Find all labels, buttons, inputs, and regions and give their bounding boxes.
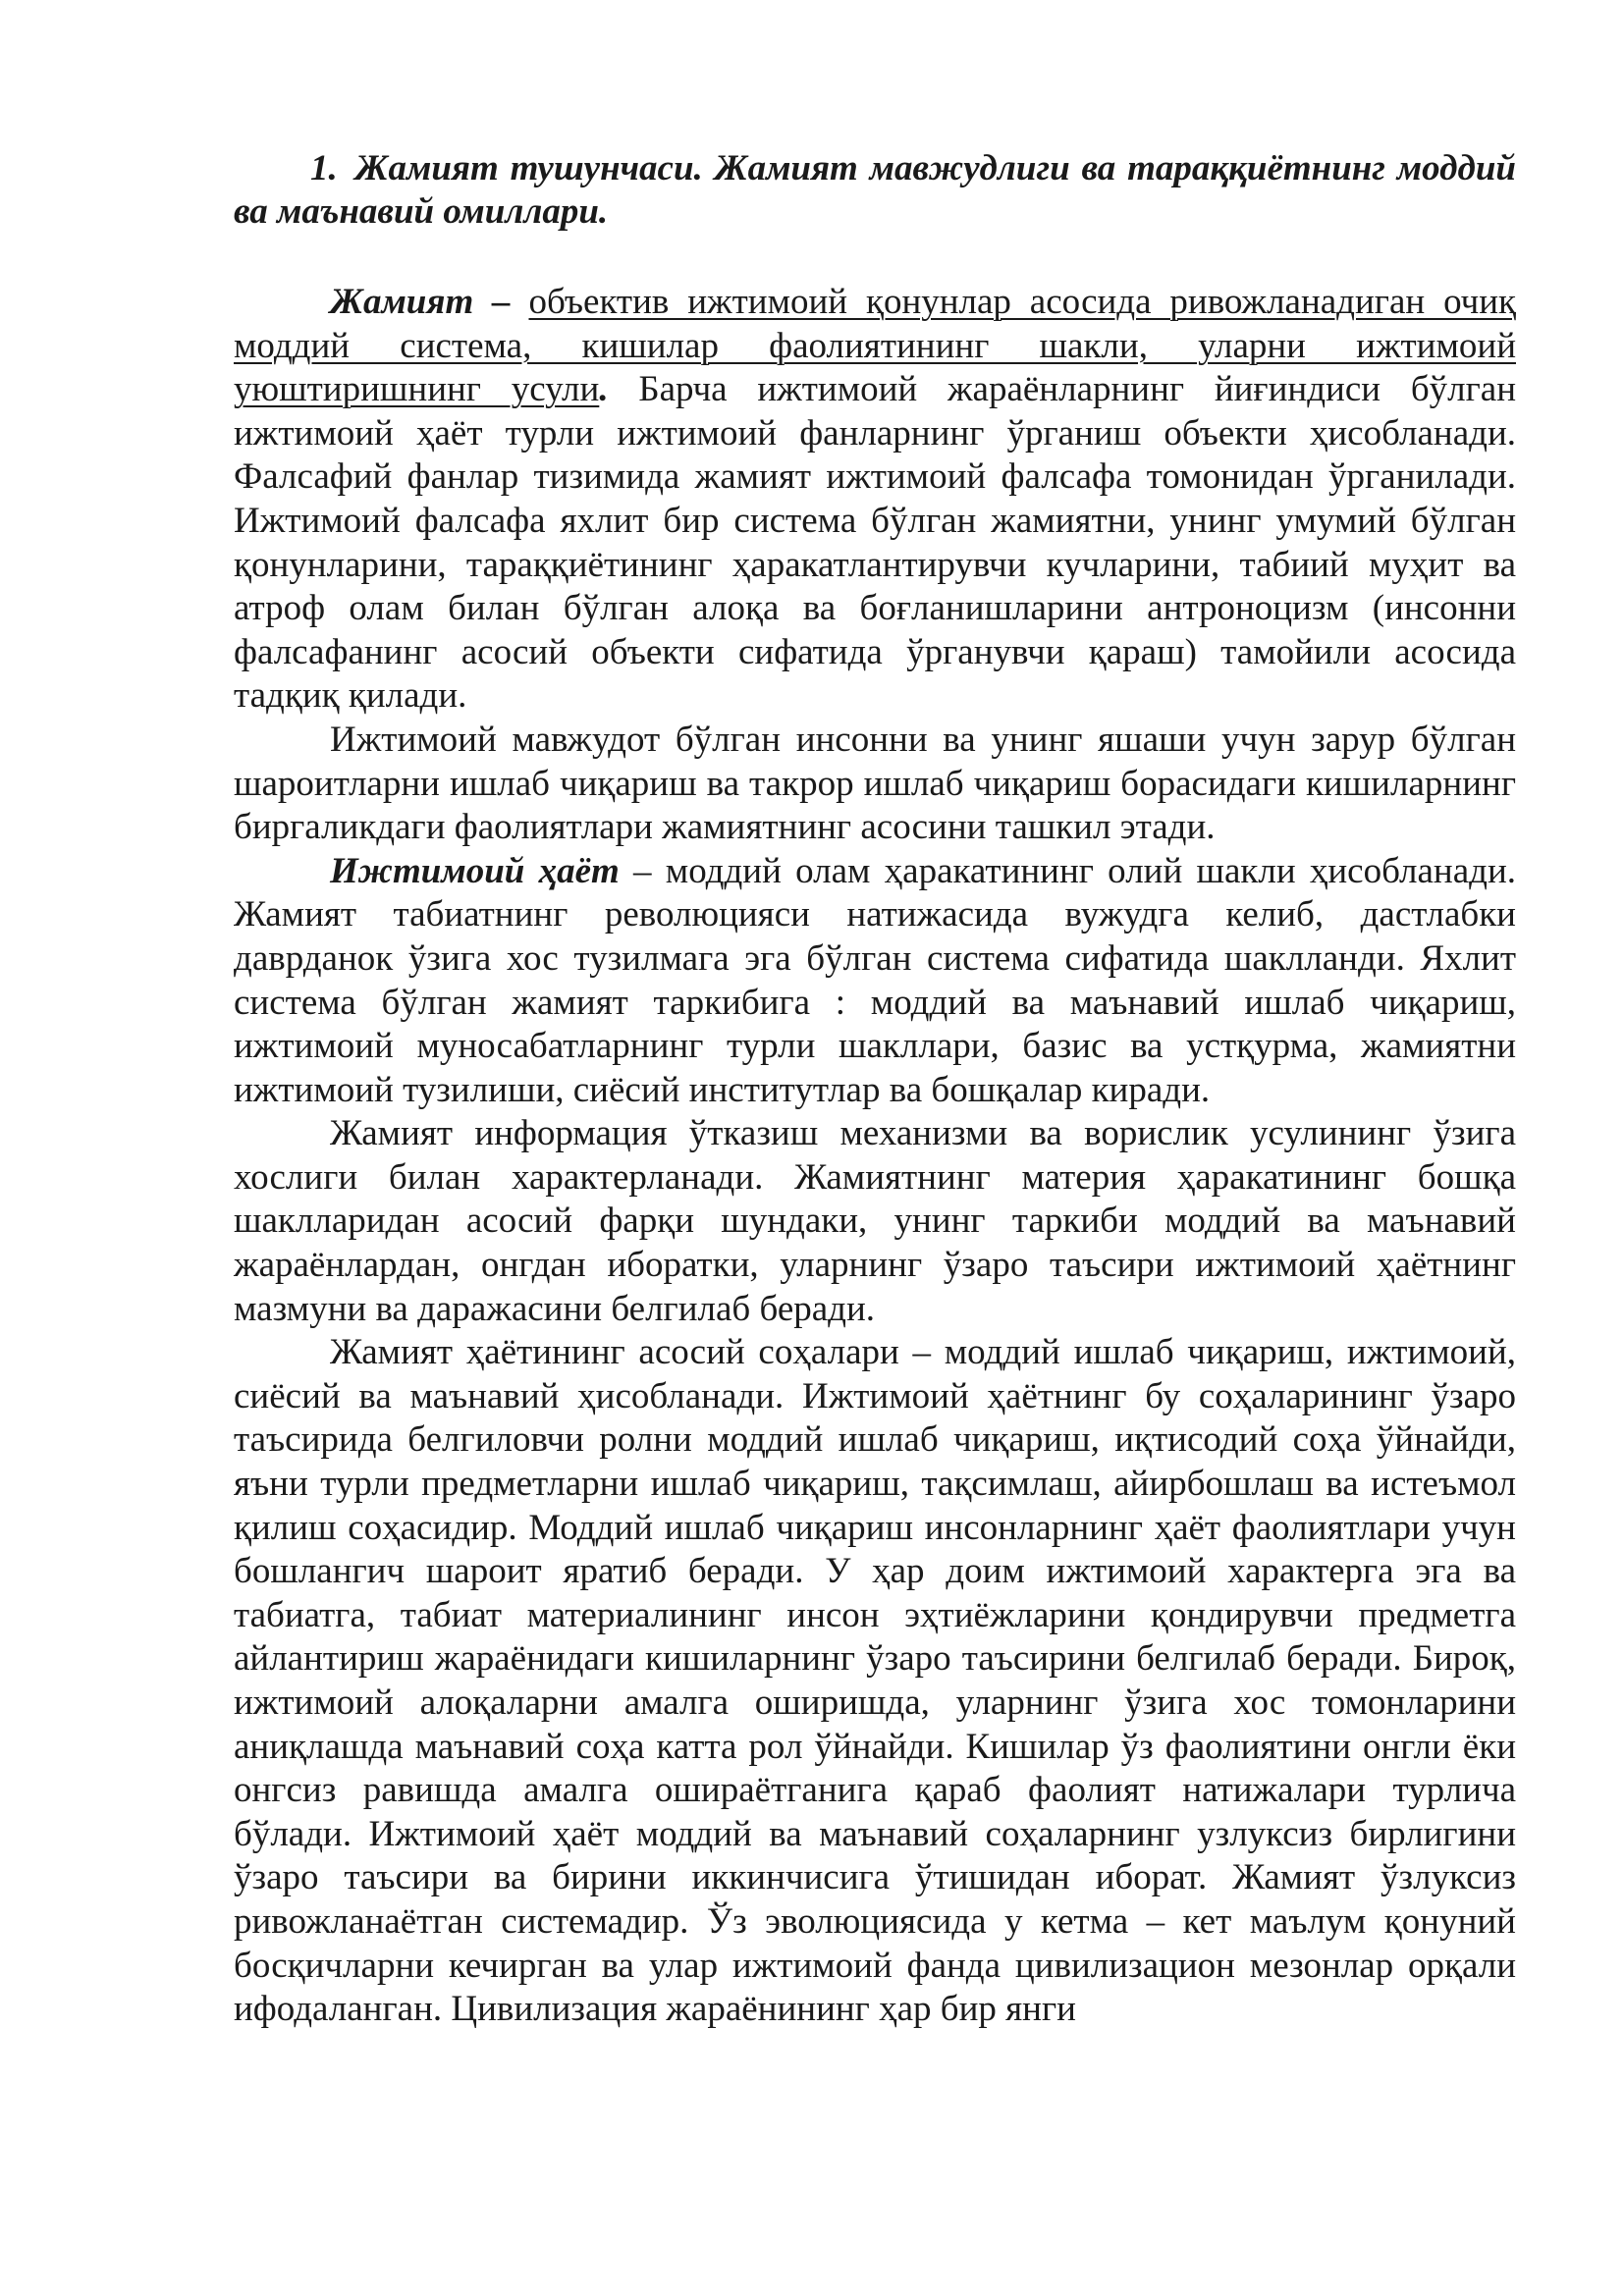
paragraph-text: – моддий олам ҳаракатининг олий шакли ҳисобланади. Жамият табиатнинг революцияси натижасида вужудга келиб, дастлабки даврданок ўзига хос тузилмага эга бўлган система сифатида шаклланди. Яхлит система бўлган жамият таркибига : моддий ва маънавий ишлаб чиқариш, ижтимоий муносабатларнинг турли шакллари, базис ва устқурма, жамиятни ижтимоий тузилиши, сиёсий институтлар ва бошқалар киради. — [234, 850, 1516, 1110]
section-number: 1. — [310, 148, 338, 188]
society-definition-underlined: объектив ижтимоий қонунлар асосида ривожланадиган очиқ моддий система, кишилар фаолиятининг шакли, уларни ижтимоий уюштиришнинг усули — [234, 282, 1516, 410]
paragraph-text: Барча ижтимоий жараёнларнинг йиғиндиси бўлган ижтимоий ҳаёт турли ижтимоий фанларнинг ўрганиш объекти ҳисобланади. Фалсафий фанлар тизимида жамият ижтимоий фалсафа томонидан ўрганилади. Ижтимоий фалсафа яхлит бир система бўлган жамиятни, унинг умумий бўлган қонунларини, тараққиётининг ҳаракатлантирувчи кучларини, табиий муҳит ва атроф олам билан бўлган алоқа ва боғланишларини антроноцизм (инсонни фалсафанинг асосий объекти сифатида ўрганувчи қараш) тамойили асосида тадқиқ қилади. — [234, 369, 1517, 717]
paragraph-text: Жамият ҳаётининг асосий соҳалари – моддий ишлаб чиқариш, ижтимоий, сиёсий ва маънавий ҳисобланади. Ижтимоий ҳаётнинг бу соҳаларининг ўзаро таъсирида белгиловчи ролни моддий ишлаб чиқариш, иқтисодий соҳа ўйнайди, яъни турли предметларни ишлаб чиқариш, тақсимлаш, айирбошлаш ва истеъмол қилиш соҳасидир. Моддий ишлаб чиқариш инсонларнинг ҳаёт фаолиятлари учун бошлангич шароит яратиб беради. У ҳар доим ижтимоий характерга эга ва табиатга, табиат материалининг инсон эҳтиёжларини қондирувчи предметга айлантириш жараёнидаги кишиларнинг ўзаро таъсирини белгилаб беради. Бироқ, ижтимоий алоқаларни амалга оширишда, уларнинг ўзига хос томонларини аниқлашда маънавий соҳа катта рол ўйнайди. Кишилар ўз фаолиятини онгли ёки онгсиз равишда амалга ошираётганига қараб фаолият натижалари турлича бўлади. Ижтимоий ҳаёт моддий ва маънавий соҳаларнинг узлуксиз бирлигини ўзаро таъсири ва бирини иккинчисига ўтишидан иборат. Жамият ўзлуксиз ривожланаётган системадир. Ўз эволюциясида у кетма – кет маълум қонуний босқичларни кечирган ва улар ижтимоий фанда цивилизацион мезонлар орқали ифодаланган. Цивилизация жараёнининг ҳар бир янги — [234, 1332, 1516, 2030]
paragraph-society-definition — [234, 281, 1516, 719]
term-social-life: Ижтимоий ҳаёт — [330, 850, 620, 891]
definition-dash: – — [473, 282, 529, 322]
paragraph-text: Ижтимоий мавжудот бўлган инсонни ва унинг яшаши учун зарур бўлган шароитларни ишлаб чиқариш ва такрор ишлаб чиқариш борасидаги кишиларнинг биргаликдаги фаолиятлари жамиятнинг асосини ташкил этади. — [234, 719, 1516, 848]
definition-period: . — [599, 369, 609, 410]
paragraph-spheres-of-life — [234, 1331, 1516, 2032]
document-page — [234, 147, 1516, 2032]
section-heading — [234, 147, 1516, 234]
paragraph-social-life — [234, 850, 1516, 1113]
paragraph-social-existence — [234, 719, 1516, 850]
paragraph-text: Жамият информация ўтказиш механизми ва ворислик усулининг ўзига хослиги билан характерланади. Жамиятнинг материя ҳаракатининг бошқа шаклларидан асосий фарқи шундаки, унинг таркиби моддий ва маънавий жараёнлардан, онгдан иборатки, уларнинг ўзаро таъсири ижтимоий ҳаётнинг мазмуни ва даражасини белгилаб беради. — [234, 1113, 1516, 1329]
paragraph-information-transfer — [234, 1112, 1516, 1331]
term-society: Жамият — [330, 282, 474, 322]
section-title: Жамият тушунчаси. Жамият мавжудлиги ва тараққиётнинг моддий ва маънавий омиллари. — [234, 148, 1516, 232]
